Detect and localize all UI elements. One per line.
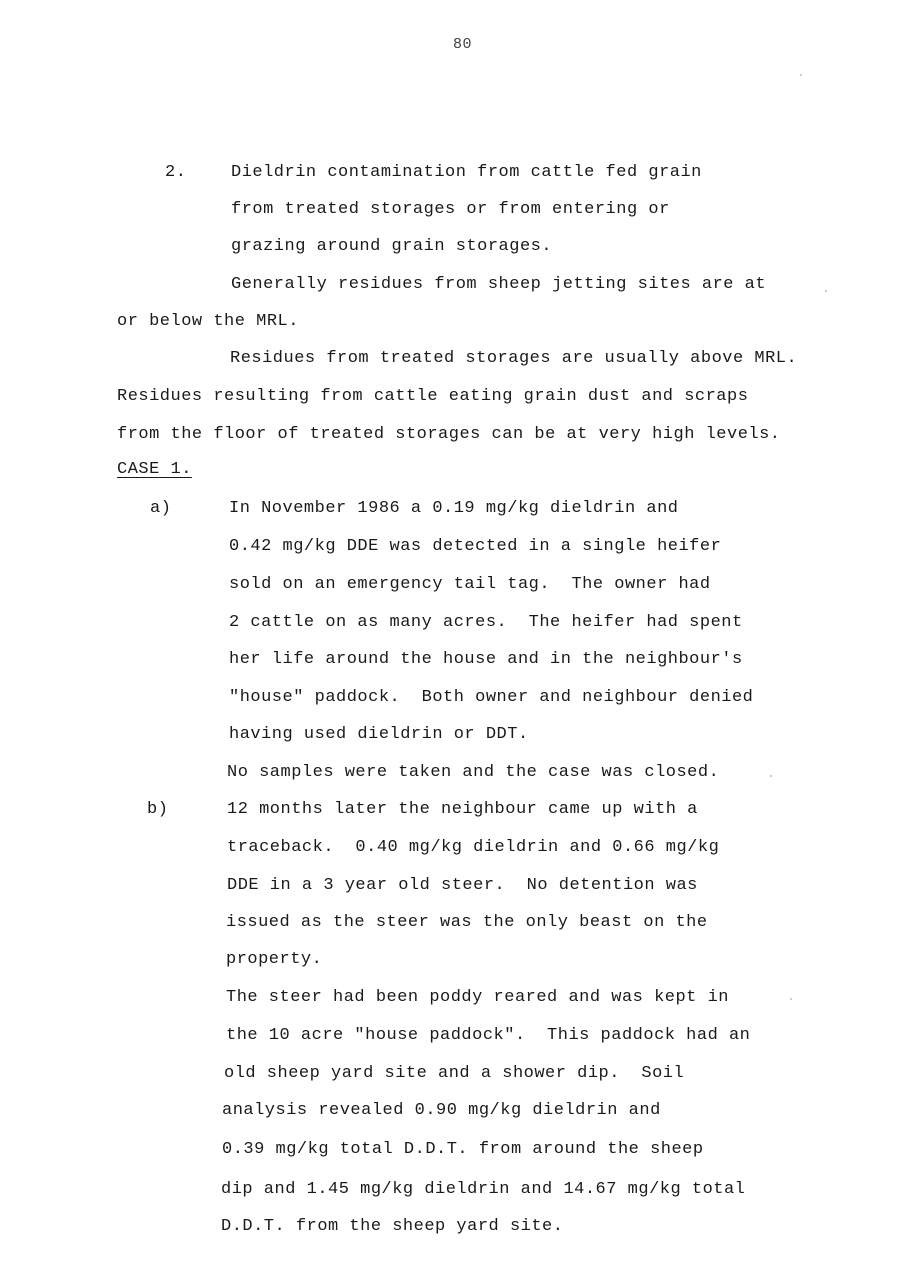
paragraph-line: Residues from treated storages are usually above MRL.	[230, 349, 798, 368]
case-a-marker: a)	[150, 499, 172, 518]
case-b-line: old sheep yard site and a shower dip. Soil	[224, 1064, 685, 1083]
item-text-line: from treated storages or from entering or	[231, 200, 670, 219]
case-b-line: The steer had been poddy reared and was kept in	[226, 988, 729, 1007]
scan-speck	[825, 290, 827, 292]
paragraph-line: Residues resulting from cattle eating grain dust and scraps	[117, 387, 749, 406]
case-a-line: sold on an emergency tail tag. The owner had	[229, 575, 711, 594]
case-a-line: her life around the house and in the neighbour's	[229, 650, 743, 669]
case-b-line: DDE in a 3 year old steer. No detention was	[227, 876, 698, 895]
case-b-line: 0.39 mg/kg total D.D.T. from around the sheep	[222, 1140, 704, 1159]
case-b-line: D.D.T. from the sheep yard site.	[221, 1217, 564, 1236]
case-a-line: "house" paddock. Both owner and neighbour denied	[229, 688, 754, 707]
case-a-line: In November 1986 a 0.19 mg/kg dieldrin and	[229, 499, 679, 518]
scan-speck	[790, 998, 792, 1000]
case-a-line: 2 cattle on as many acres. The heifer had spent	[229, 613, 743, 632]
item-text-line: Dieldrin contamination from cattle fed grain	[231, 163, 702, 182]
case-b-line: the 10 acre "house paddock". This paddock had an	[226, 1026, 751, 1045]
case-a-line: 0.42 mg/kg DDE was detected in a single heifer	[229, 537, 722, 556]
case-a-line: having used dieldrin or DDT.	[229, 725, 529, 744]
scan-speck	[770, 775, 772, 777]
page-number: 80	[453, 36, 473, 53]
case-b-marker: b)	[147, 800, 169, 819]
case-b-line: property.	[226, 950, 323, 969]
item-text-line: grazing around grain storages.	[231, 237, 553, 256]
case-b-line: issued as the steer was the only beast on the	[226, 913, 708, 932]
paragraph-line: from the floor of treated storages can be at very high levels.	[117, 425, 781, 444]
scan-speck	[800, 74, 802, 76]
case-b-line: dip and 1.45 mg/kg dieldrin and 14.67 mg/kg total	[221, 1180, 746, 1199]
paragraph-line: or below the MRL.	[117, 312, 299, 331]
item-marker: 2.	[165, 163, 187, 182]
case-b-line: traceback. 0.40 mg/kg dieldrin and 0.66 mg/kg	[227, 838, 720, 857]
case-b-line: 12 months later the neighbour came up with a	[227, 800, 698, 819]
paragraph-line: Generally residues from sheep jetting sites are at	[231, 275, 767, 294]
case-heading: CASE 1.	[117, 460, 192, 479]
case-b-line: analysis revealed 0.90 mg/kg dieldrin and	[222, 1101, 661, 1120]
case-a-line: No samples were taken and the case was closed.	[227, 763, 720, 782]
